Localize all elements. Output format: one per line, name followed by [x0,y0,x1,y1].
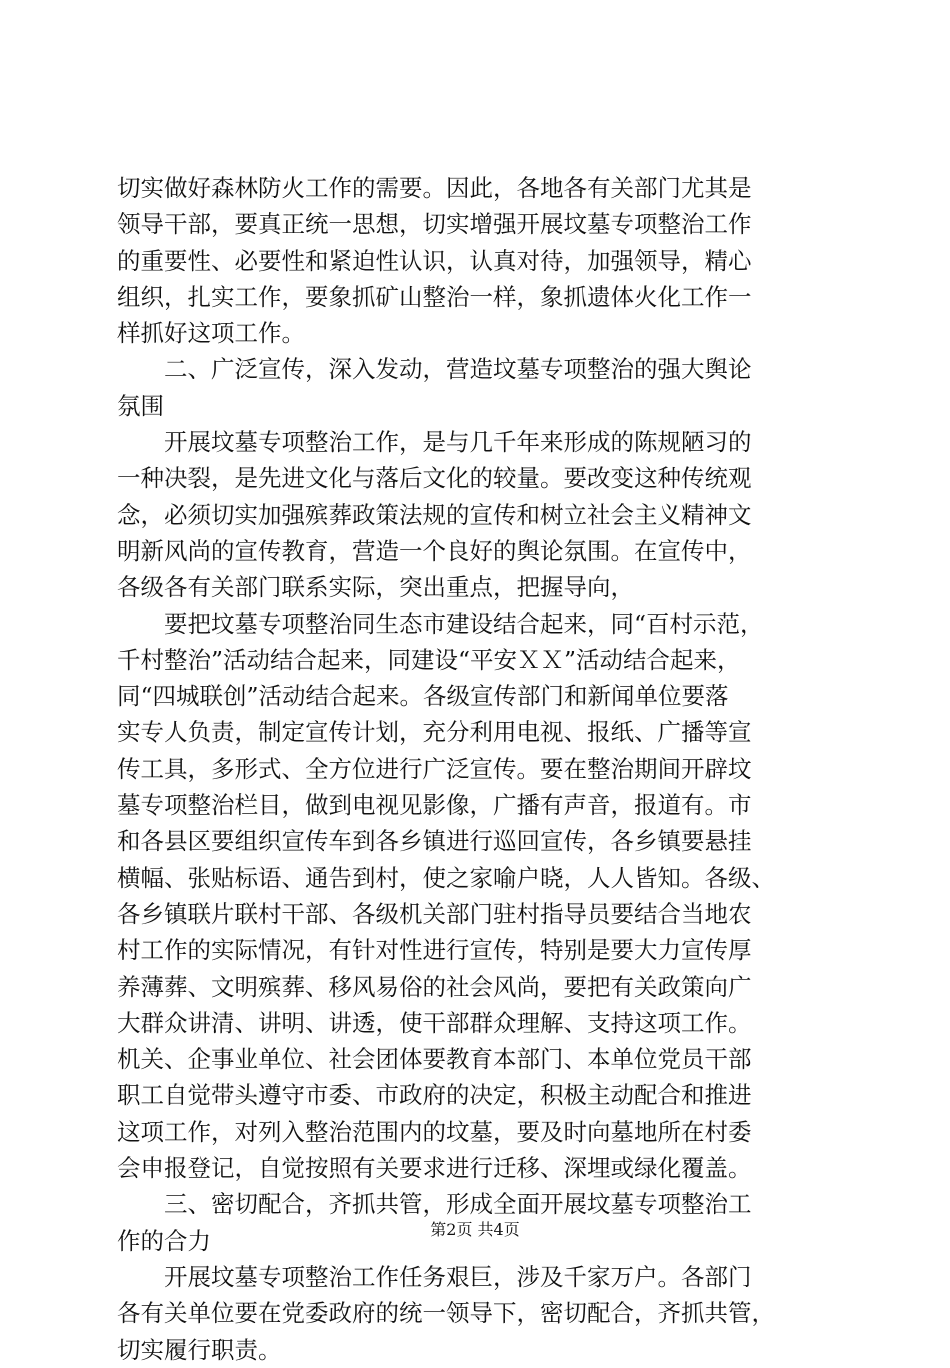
text-line: 各有关单位要在党委政府的统一领导下，密切配合，齐抓共管， [117,1299,775,1328]
text-line: 三、密切配合，齐抓共管，形成全面开展坟墓专项整治工 [117,1190,752,1219]
text-line: 领导干部，要真正统一思想，切实增强开展坟墓专项整治工作 [117,210,752,239]
text-line: 的重要性、必要性和紧迫性认识，认真对待，加强领导，精心 [117,246,752,275]
text-line: 村工作的实际情况，有针对性进行宣传，特别是要大力宣传厚 [117,936,752,965]
document-body [117,170,837,1368]
text-line: 会申报登记，自觉按照有关要求进行迁移、深埋或绿化覆盖。 [117,1154,752,1183]
text-line: 样抓好这项工作。 [117,319,305,348]
text-line: 机关、企事业单位、社会团体要教育本部门、本单位党员干部 [117,1045,752,1074]
text-line: 这项工作，对列入整治范围内的坟墓，要及时向墓地所在村委 [117,1117,752,1146]
text-line: 切实履行职责。 [117,1335,282,1364]
text-line: 职工自觉带头遵守市委、市政府的决定，积极主动配合和推进 [117,1081,752,1110]
text-line: 氛围 [117,391,164,420]
text-line: 横幅、张贴标语、通告到村，使之家喻户晓，人人皆知。各级、 [117,863,775,892]
text-line: 养薄葬、文明殡葬、移风易俗的社会风尚，要把有关政策向广 [117,972,752,1001]
text-line: 同“四城联创”活动结合起来。各级宣传部门和新闻单位要落 [117,682,729,711]
text-line: 千村整治”活动结合起来，同建设“平安ＸＸ”活动结合起来， [117,645,741,674]
text-line: 要把坟墓专项整治同生态市建设结合起来，同“百村示范， [117,609,764,638]
text-line: 大群众讲清、讲明、讲透，使干部群众理解、支持这项工作。 [117,1008,752,1037]
text-line: 开展坟墓专项整治工作任务艰巨，涉及千家万户。各部门 [117,1262,752,1291]
text-line: 作的合力 [117,1226,211,1255]
text-line: 实专人负责，制定宣传计划，充分利用电视、报纸、广播等宣 [117,718,752,747]
text-line: 二、广泛宣传，深入发动，营造坟墓专项整治的强大舆论 [117,355,752,384]
text-line: 各乡镇联片联村干部、各级机关部门驻村指导员要结合当地农 [117,899,752,928]
text-line: 传工具，多形式、全方位进行广泛宣传。要在整治期间开辟坟 [117,754,752,783]
text-line: 一种决裂，是先进文化与落后文化的较量。要改变这种传统观 [117,464,752,493]
text-line: 墓专项整治栏目，做到电视见影像，广播有声音，报道有。市 [117,791,752,820]
text-line: 组织，扎实工作，要象抓矿山整治一样，象抓遗体火化工作一 [117,282,752,311]
text-line: 和各县区要组织宣传车到各乡镇进行巡回宣传，各乡镇要悬挂 [117,827,752,856]
text-line: 各级各有关部门联系实际，突出重点，把握导向， [117,573,634,602]
text-line: 开展坟墓专项整治工作，是与几千年来形成的陈规陋习的 [117,428,752,457]
text-line: 切实做好森林防火工作的需要。因此，各地各有关部门尤其是 [117,174,752,202]
page-footer: 第2页 共4页 [430,1220,520,1239]
text-line: 明新风尚的宣传教育，营造一个良好的舆论氛围。在宣传中， [117,536,752,565]
text-line: 念，必须切实加强殡葬政策法规的宣传和树立社会主义精神文 [117,500,752,529]
